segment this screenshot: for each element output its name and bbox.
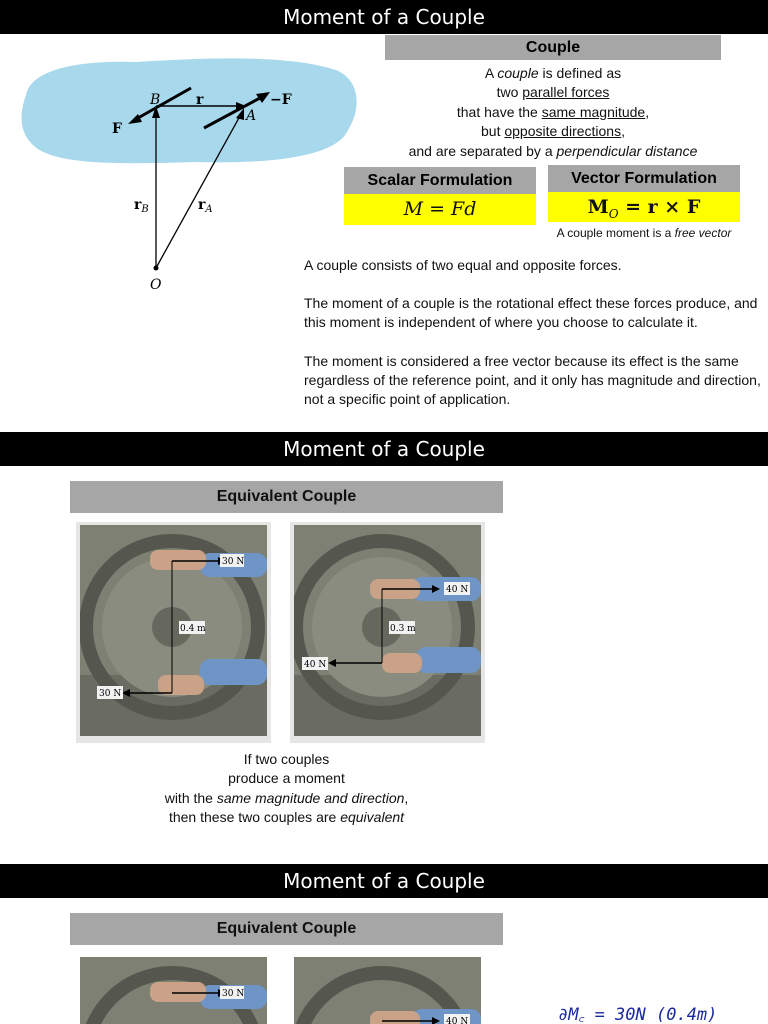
slide-title: Moment of a Couple bbox=[0, 0, 768, 34]
equivalence-caption: If two couples produce a moment with the same magnitude and direction, then these two couples are equivalent bbox=[164, 751, 409, 826]
neg-F-label: −F bbox=[270, 92, 292, 108]
slide-title: Moment of a Couple bbox=[0, 864, 768, 898]
paragraph-free-vector: The moment is considered a free vector because its effect is the same regardless of the reference point, and it only has magnitude and direction, not a specific point of application. bbox=[304, 353, 761, 408]
force-top-label: 30 N bbox=[222, 557, 245, 567]
vector-formulation-header: Vector Formulation bbox=[548, 165, 740, 192]
wheel-photo-left bbox=[80, 525, 267, 736]
paragraph-couple: A couple consists of two equal and opposite forces. bbox=[304, 257, 622, 273]
origin-O-label: O bbox=[150, 277, 162, 293]
equivalent-couple-header: Equivalent Couple bbox=[70, 913, 503, 945]
point-B-label: B bbox=[150, 92, 161, 108]
wheel-photo-right bbox=[294, 957, 481, 1024]
force-top-label: 30 N bbox=[222, 989, 245, 999]
r-vector-label: r bbox=[196, 92, 204, 108]
couple-definition: A couple is defined as two parallel forces that have the same magnitude, but opposite directions, and are separated by a perpendicular distance bbox=[408, 65, 698, 159]
rA-label: $r_A$ bbox=[198, 197, 213, 215]
couple-header: Couple bbox=[385, 35, 721, 60]
handwritten-moment-note: ∂M꜀ = 30N (0.4m) bbox=[558, 1005, 718, 1024]
force-top-label: 40 N bbox=[446, 585, 469, 595]
vector-equation: $M_O = r \times F$ bbox=[548, 192, 740, 222]
equivalent-couple-header: Equivalent Couple bbox=[70, 481, 503, 513]
slide-title: Moment of a Couple bbox=[0, 432, 768, 466]
wheel-photo-left bbox=[80, 957, 267, 1024]
distance-label: 0.3 m bbox=[390, 624, 416, 634]
point-A-label: A bbox=[246, 108, 257, 124]
distance-label: 0.4 m bbox=[180, 624, 206, 634]
free-vector-note: A couple moment is a free vector bbox=[556, 226, 732, 240]
wheel-photo-right bbox=[294, 525, 481, 736]
F-label: F bbox=[112, 121, 122, 137]
scalar-formulation-header: Scalar Formulation bbox=[344, 167, 536, 194]
force-bottom-label: 40 N bbox=[304, 660, 327, 670]
force-top-label: 40 N bbox=[446, 1017, 469, 1024]
scalar-equation: M = Fd bbox=[344, 194, 536, 225]
paragraph-moment: The moment of a couple is the rotational effect these forces produce, and this moment is independent of where you choose to calculate it. bbox=[304, 295, 758, 331]
force-bottom-label: 30 N bbox=[99, 689, 122, 699]
rB-label: $r_B$ bbox=[134, 197, 149, 215]
